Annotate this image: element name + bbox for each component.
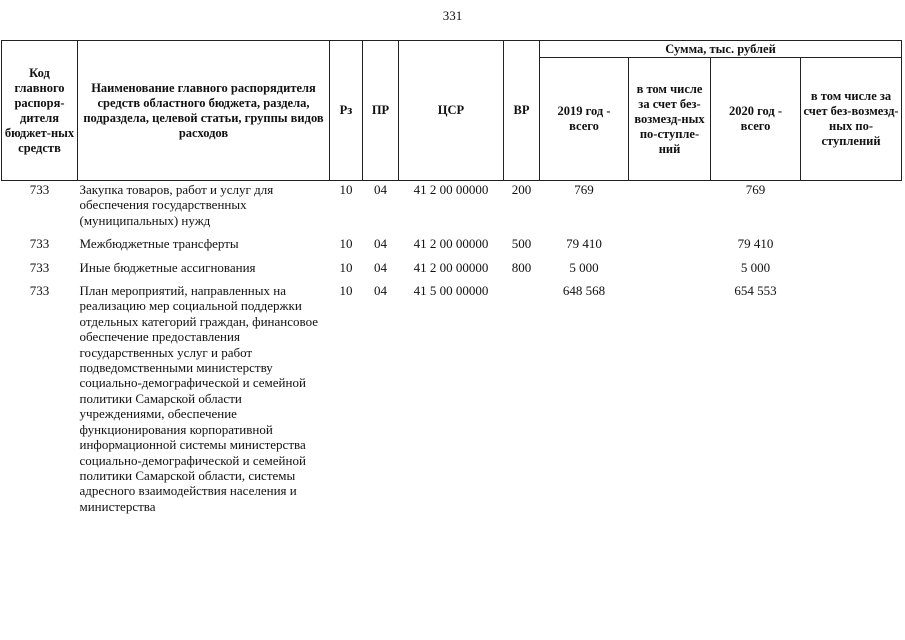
cell-2019-total: 648 568 [562,283,606,299]
table-row [2,260,902,283]
cell-2019-grants [629,236,711,259]
header-2019-grants: в том числе за счет без-возмезд-ных по-ступле-ний [629,58,711,181]
cell-2019-total: 5 000 [569,259,599,275]
cell-csr: 41 2 00 00000 [413,182,489,197]
cell-pr: 04 [374,283,387,299]
header-code: Код главного распоря-дителя бюджет-ных средств [2,41,78,181]
cell-2020-total: 769 [745,182,766,197]
cell-2020-grants [801,236,902,259]
cell-2019-grants [629,181,711,237]
cell-name: Иные бюджетные ассигнования [79,259,256,275]
cell-2020-grants [801,181,902,237]
cell-name: Межбюджетные трансферты [79,236,239,252]
cell-name: План мероприятий, направленных на реализацию мер социальной поддержки отдельных категорий граждан, финансовое обеспечение предоставления государственных услуг и работ подведомственными министерству социально-демографической и семейной политики Самарской области учреждениями, обеспечение функционирования корпоративной информационной системы министерства социально-демографической и семейной политики Самарской области, системы адресного взаимодействия населения и министерства [79,283,318,514]
table-row [2,283,902,514]
table-row [2,181,902,237]
cell-pr: 04 [374,259,387,275]
cell-code: 733 [29,259,50,275]
header-2020-total: 2020 год - всего [711,58,801,181]
cell-2019-total: 769 [574,182,594,197]
cell-2020-total: 654 553 [734,283,777,299]
cell-vr: 200 [511,182,532,197]
header-2019-total: 2019 год - всего [540,58,629,181]
cell-vr: 800 [511,259,532,275]
cell-code: 733 [29,182,50,197]
cell-2020-grants [801,260,902,283]
cell-2020-total: 79 410 [737,236,774,252]
cell-2020-grants [801,283,902,514]
cell-2019-grants [629,260,711,283]
cell-vr [504,283,540,514]
cell-pr: 04 [374,182,387,197]
cell-rz: 10 [339,236,353,252]
cell-rz: 10 [339,182,353,197]
cell-2020-total: 5 000 [740,259,771,275]
header-name: Наименование главного распорядителя средств областного бюджета, раздела, подраздела, целевой статьи, группы видов расходов [78,41,330,181]
header-sum-title: Сумма, тыс. рублей [540,41,902,58]
cell-rz: 10 [339,283,353,299]
header-2020-grants: в том числе за счет без-возмезд-ных по-ступлений [801,58,902,181]
cell-csr: 41 2 00 00000 [413,259,489,275]
cell-csr: 41 5 00 00000 [413,283,489,299]
table-body [2,181,902,515]
cell-2019-grants [629,283,711,514]
cell-rz: 10 [339,259,353,275]
table-row [2,236,902,259]
cell-code: 733 [29,283,50,299]
cell-2019-total: 79 410 [566,236,602,252]
cell-pr: 04 [374,236,387,252]
page-number: 331 [442,8,463,23]
header-vr: ВР [504,41,540,181]
header-pr: ПР [363,41,399,181]
cell-vr: 500 [511,236,532,252]
header-rz: Рз [330,41,363,181]
cell-csr: 41 2 00 00000 [413,236,489,252]
header-csr: ЦСР [399,41,504,181]
cell-name: Закупка товаров, работ и услуг для обеспечения государственных (муниципальных) нужд [79,182,274,228]
cell-code: 733 [29,236,50,252]
table-header [2,41,902,181]
budget-table [1,40,902,514]
